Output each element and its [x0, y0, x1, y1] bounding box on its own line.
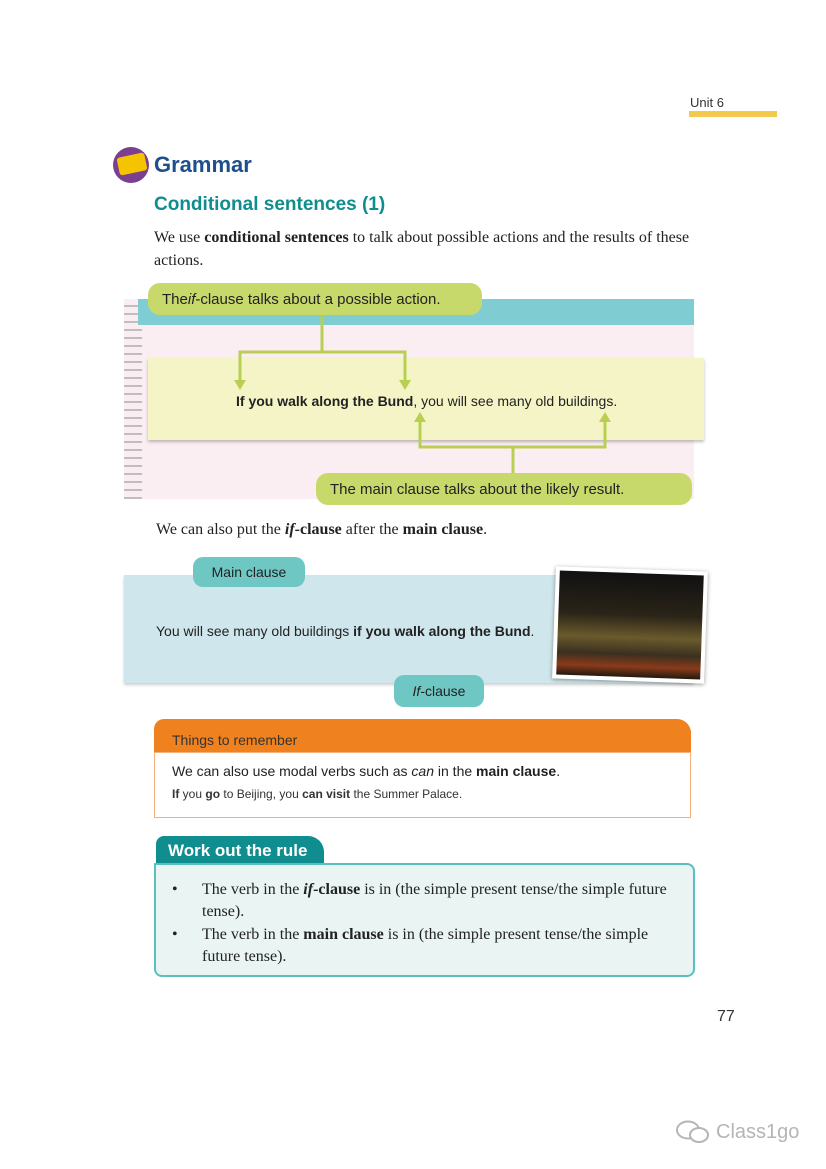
- main-clause-label: The main clause talks about the likely result.: [316, 473, 692, 505]
- bund-night-photo: [552, 566, 708, 683]
- remember-header: [154, 719, 691, 753]
- middle-paragraph: We can also put the if-clause after the main clause.: [156, 521, 488, 538]
- rule-list: [172, 879, 672, 969]
- main-clause-connector-left: [420, 420, 513, 473]
- photo-image: [556, 571, 704, 680]
- if-clause-label-2: If -clause: [394, 675, 484, 707]
- watermark: [676, 1120, 799, 1144]
- rule-item-2: • The verb in the main clause is in (the simple present tense/the simple future tense).: [172, 924, 672, 968]
- watermark-text: Class1go: [716, 1120, 800, 1143]
- main-clause-label-2: Main clause: [193, 557, 305, 587]
- rule-title: Work out the rule: [168, 841, 308, 860]
- example-sentence-2: You will see many old buildings if you walk along the Bund.: [156, 623, 535, 639]
- rule-item-1: • The verb in the if-clause is in (the simple present tense/the simple future tense).: [172, 879, 672, 923]
- page-title: Conditional sentences (1): [154, 194, 386, 215]
- remember-title: Things to remember: [172, 732, 298, 748]
- unit-label: Unit 6: [690, 95, 724, 110]
- wechat-icon: [676, 1120, 710, 1144]
- arrow-down-icon: [234, 380, 246, 390]
- example-sentence-1: If you walk along the Bund, you will see many old buildings.: [236, 393, 618, 409]
- main-clause-connector-right: [513, 420, 605, 447]
- if-clause-connector-right: [322, 352, 405, 382]
- if-clause-label: The if -clause talks about a possible action.: [148, 283, 482, 315]
- arrow-down-icon: [399, 380, 411, 390]
- remember-box: [154, 752, 691, 818]
- intro-paragraph: We use conditional sentences to talk about possible actions and the results of these actions.: [154, 229, 690, 269]
- page-number: 77: [717, 1008, 735, 1025]
- remember-example: If you go to Beijing, you can visit the Summer Palace.: [172, 787, 463, 801]
- remember-line-1: We can also use modal verbs such as can in the main clause.: [172, 763, 561, 779]
- arrow-up-icon: [414, 412, 426, 422]
- if-clause-connector-left: [240, 315, 322, 382]
- rule-tab: [156, 836, 324, 866]
- section-title: Grammar: [154, 152, 252, 177]
- arrow-up-icon: [599, 412, 611, 422]
